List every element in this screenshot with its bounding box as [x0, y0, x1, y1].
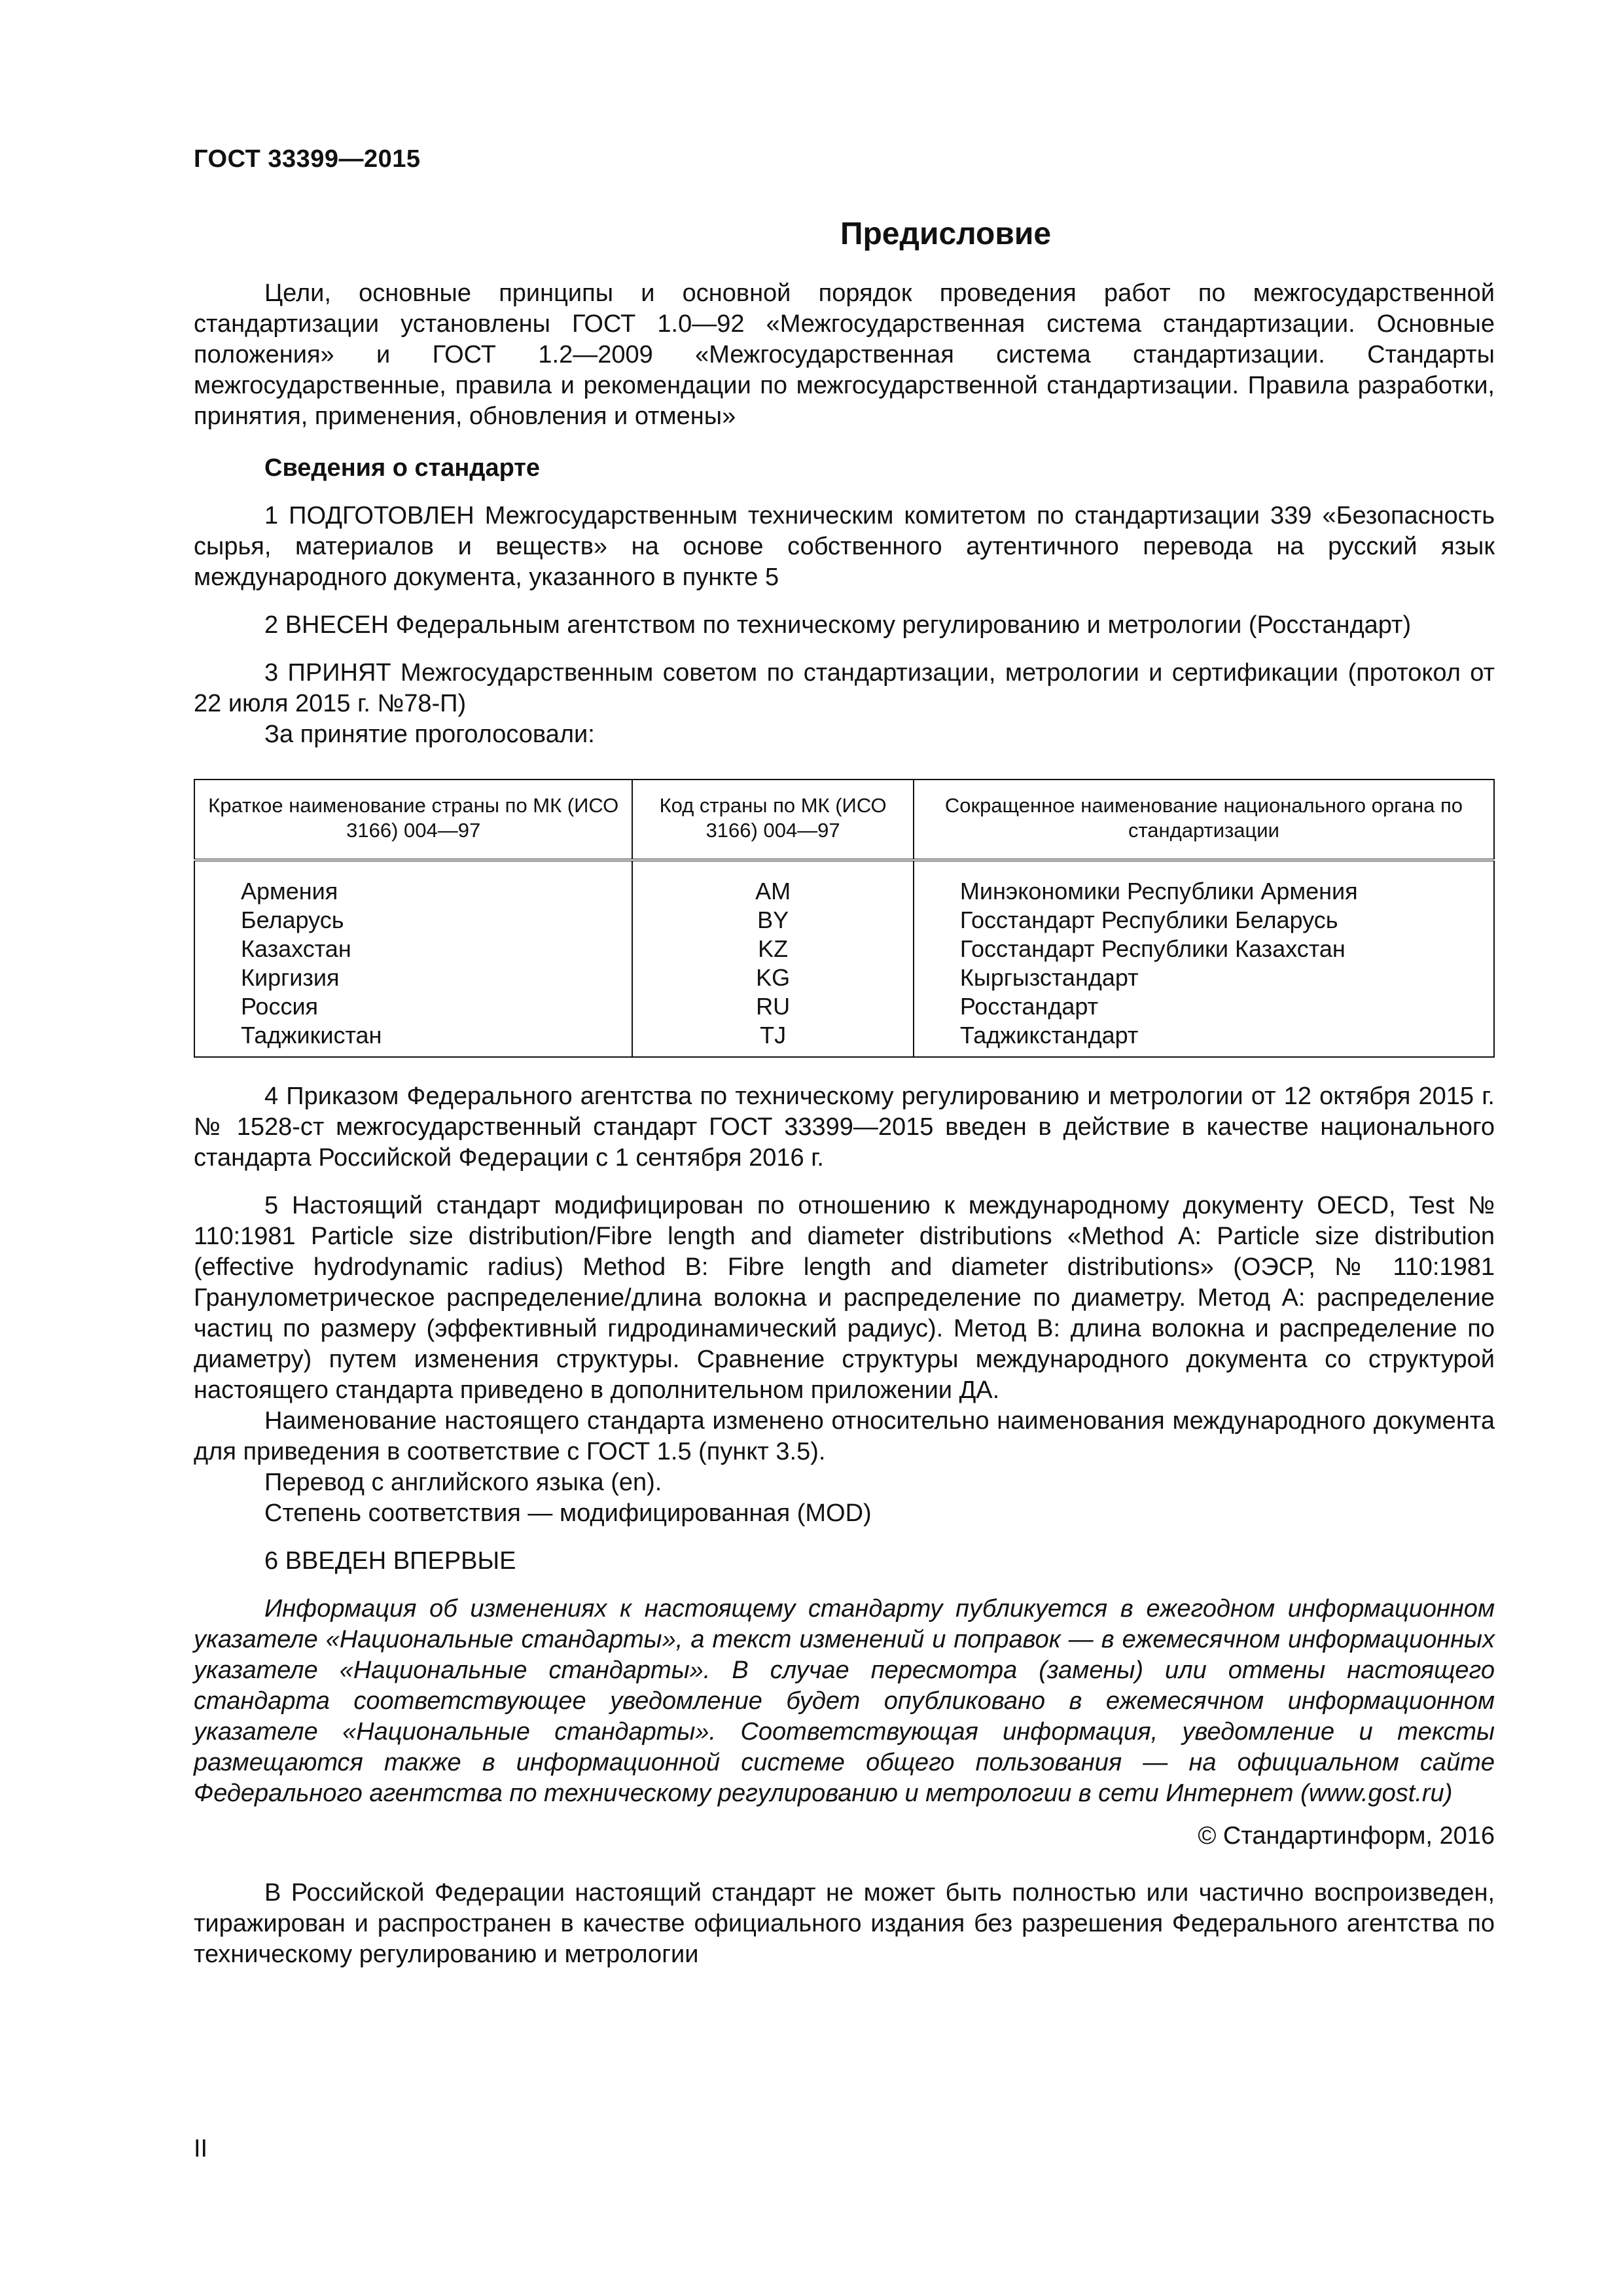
standards-body: Таджикстандарт	[914, 1021, 1494, 1057]
foreword-content	[194, 216, 1495, 1970]
country-code: TJ	[632, 1021, 914, 1057]
reproduction-notice: В Российской Федерации настоящий стандарт не может быть полностью или частично воспроизведен, тиражирован и распространен в качестве официального издания без разрешения Федерального агентства по техническому регулированию и метрологии	[194, 1879, 1495, 1968]
intro-paragraph: Цели, основные принципы и основной порядок проведения работ по межгосударственной стандартизации установлены ГОСТ 1.0—92 «Межгосударственная система стандартизации. Основные положения» и ГОСТ 1.2—2009 «Межгосударственная система стандартизации. Стандарты межгосударственные, правила и рекомендации по межгосударственной стандартизации. Правила разработки, принятия, применения, обновления и отмены»	[194, 279, 1495, 430]
table-row	[194, 992, 1494, 1021]
standards-body: Росстандарт	[914, 992, 1494, 1021]
item-6-paragraph: 6 ВВЕДЕН ВПЕРВЫЕ	[264, 1547, 516, 1575]
item-3-paragraph: 3 ПРИНЯТ Межгосударственным советом по стандартизации, метрологии и сертификации (протокол от 22 июля 2015 г. №78-П)	[194, 659, 1495, 717]
column-header-code: Код страны по МК (ИСО 3166) 004—97	[632, 780, 914, 860]
standards-body: Минэкономики Республики Армения	[914, 860, 1494, 906]
page-number: II	[194, 2135, 208, 2162]
item-5-name-change: Наименование настоящего стандарта изменено относительно наименования международного документа для приведения в соответствие с ГОСТ 1.5 (пункт 3.5).	[194, 1407, 1495, 1465]
country-name: Армения	[194, 860, 632, 906]
country-name: Беларусь	[194, 906, 632, 935]
item-5-translation: Перевод с английского языка (en).	[264, 1469, 662, 1496]
item-5-paragraph: 5 Настоящий стандарт модифицирован по отношению к международному документу OECD, Test № 110:1981 Particle size distribution/Fibre length and diameter distributions «Method A: Particle size distribution (effective hydrodynamic radius) Method B: Fibre length and diameter distributions» (ОЭСР, № 110:1981 Гранулометрическое распределение/длина волокна и распределение по диаметру. Метод А: распределение частиц по размеру (эффективный гидродинамический радиус). Метод В: длина волокна и распределение по диаметру) путем изменения структуры. Сравнение структуры международного документа со структурой настоящего стандарта приведено в дополнительном приложении ДА.	[194, 1192, 1495, 1404]
country-name: Таджикистан	[194, 1021, 632, 1057]
country-code: KZ	[632, 935, 914, 963]
voting-countries-table	[194, 779, 1495, 1058]
table-header-row	[194, 780, 1494, 860]
item-5-compliance-degree: Степень соответствия — модифицированная (MOD)	[264, 1499, 872, 1527]
country-name: Киргизия	[194, 963, 632, 992]
item-3-voted-label: За принятие проголосовали:	[264, 721, 595, 748]
item-2-paragraph: 2 ВНЕСЕН Федеральным агентством по техническому регулированию и метрологии (Росстандарт)	[264, 611, 1412, 639]
standards-body: Госстандарт Республики Казахстан	[914, 935, 1494, 963]
country-name: Казахстан	[194, 935, 632, 963]
item-1-paragraph: 1 ПОДГОТОВЛЕН Межгосударственным техническим комитетом по стандартизации 339 «Безопасность сырья, материалов и веществ» на основе собственного аутентичного перевода на русский язык международного документа, указанного в пункте 5	[194, 502, 1495, 591]
country-code: KG	[632, 963, 914, 992]
table-row	[194, 1021, 1494, 1057]
country-code: RU	[632, 992, 914, 1021]
item-4-paragraph: 4 Приказом Федерального агентства по техническому регулированию и метрологии от 12 октября 2015 г. № 1528-ст межгосударственный стандарт ГОСТ 33399—2015 введен в действие в качестве национального стандарта Российской Федерации с 1 сентября 2016 г.	[194, 1083, 1495, 1172]
country-name: Россия	[194, 992, 632, 1021]
table-row	[194, 963, 1494, 992]
table-row	[194, 935, 1494, 963]
copyright-notice: © Стандартинформ, 2016	[1198, 1822, 1495, 1850]
country-code: AM	[632, 860, 914, 906]
changes-info-notice: Информация об изменениях к настоящему стандарту публикуется в ежегодном информационном указателе «Национальные стандарты», а текст изменений и поправок — в ежемесячном информационных указателе «Национальные стандарты». В случае пересмотра (замены) или отмены настоящего стандарта соответствующее уведомление будет опубликовано в ежемесячном информационном указателе «Национальные стандарты». Соответствующая информация, уведомление и тексты размещаются также в информационной системе общего пользования — на официальном сайте Федерального агентства по техническому регулированию и метрологии в сети Интернет (www.gost.ru)	[194, 1595, 1495, 1807]
foreword-title: Предисловие	[840, 217, 1052, 251]
table-row	[194, 906, 1494, 935]
standards-body: Кыргызстандарт	[914, 963, 1494, 992]
table-row	[194, 860, 1494, 906]
document-code-header: ГОСТ 33399—2015	[194, 145, 421, 173]
about-standard-heading: Сведения о стандарте	[264, 454, 541, 482]
column-header-body: Сокращенное наименование национального органа по стандартизации	[914, 780, 1494, 860]
standards-body: Госстандарт Республики Беларусь	[914, 906, 1494, 935]
column-header-country: Краткое наименование страны по МК (ИСО 3166) 004—97	[194, 780, 632, 860]
country-code: BY	[632, 906, 914, 935]
